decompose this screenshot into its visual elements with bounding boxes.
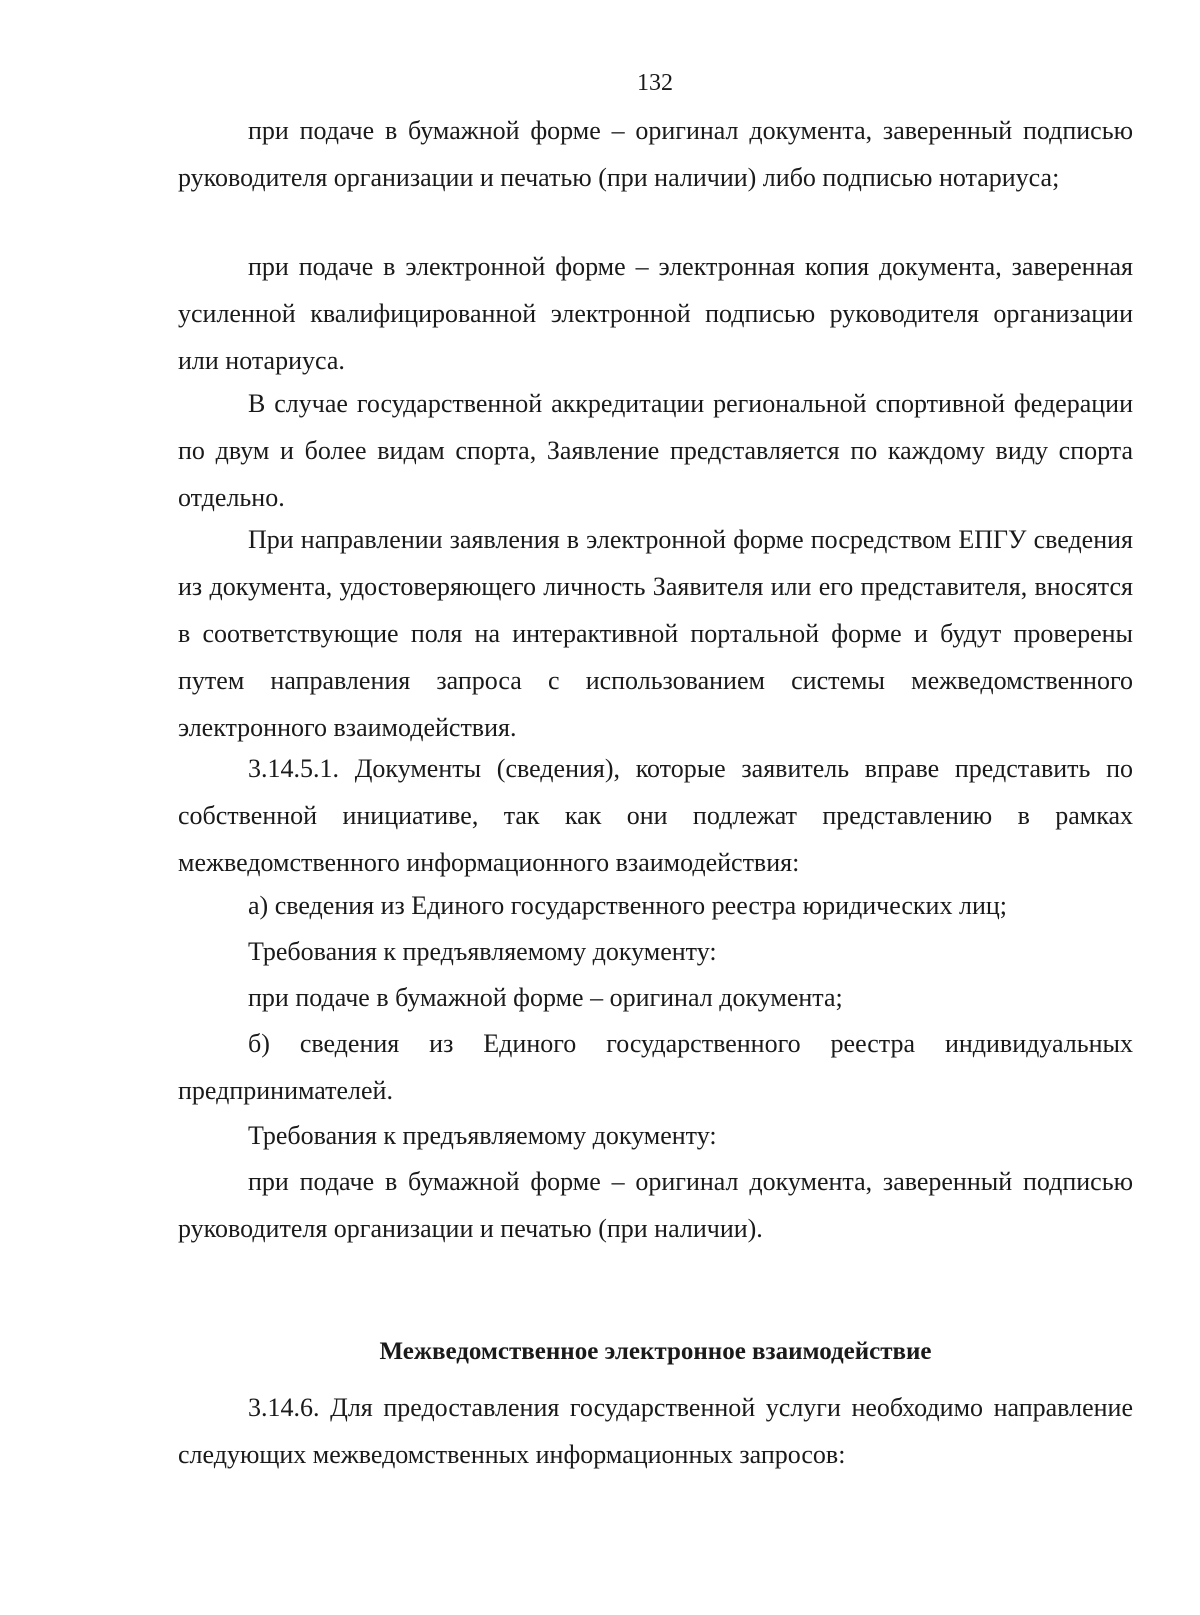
paragraph-multiple-sports-accreditation: В случае государственной аккредитации региональной спортивной федерации по двум и более видам спорта, Заявление представляется по каждому виду спорта отдельно. [178, 389, 1133, 512]
paragraph-3-14-5-1-documents: 3.14.5.1. Документы (сведения), которые заявитель вправе представить по собственной инициативе, так как они подлежат представлению в рамках межведомственного информационного взаимодействия: [178, 754, 1133, 877]
paragraph-item-a-egrul: а) сведения из Единого государственного реестра юридических лиц; [248, 891, 1008, 920]
paragraph-paper-submission-notary: при подаче в бумажной форме – оригинал документа, заверенный подписью руководителя организации и печатью (при наличии) либо подписью нотариуса; [178, 116, 1133, 192]
paragraph-paper-original-2: при подаче в бумажной форме – оригинал документа, заверенный подписью руководителя организации и печатью (при наличии). [178, 1167, 1133, 1243]
section-heading: Межведомственное электронное взаимодействие [379, 1338, 932, 1365]
paragraph-item-b-egrip: б) сведения из Единого государственного реестра индивидуальных предпринимателей. [178, 1029, 1133, 1105]
paragraph-paper-original-1: при подаче в бумажной форме – оригинал документа; [248, 983, 843, 1012]
paragraph-electronic-submission: при подаче в электронной форме – электронная копия документа, заверенная усиленной квалифицированной электронной подписью руководителя организации или нотариуса. [178, 252, 1133, 375]
paragraph-requirements-1: Требования к предъявляемому документу: [248, 937, 717, 966]
paragraph-3-14-6-requests: 3.14.6. Для предоставления государственной услуги необходимо направление следующих межведомственных информационных запросов: [178, 1393, 1133, 1469]
page-number: 132 [637, 70, 673, 96]
paragraph-requirements-2: Требования к предъявляемому документу: [248, 1121, 717, 1150]
paragraph-epgu-identity-data: При направлении заявления в электронной форме посредством ЕПГУ сведения из документа, удостоверяющего личность Заявителя или его представителя, вносятся в соответствующие поля на интерактивной портальной форме и будут проверены путем направления запроса с использованием системы межведомственного электронного взаимодействия. [178, 525, 1133, 742]
